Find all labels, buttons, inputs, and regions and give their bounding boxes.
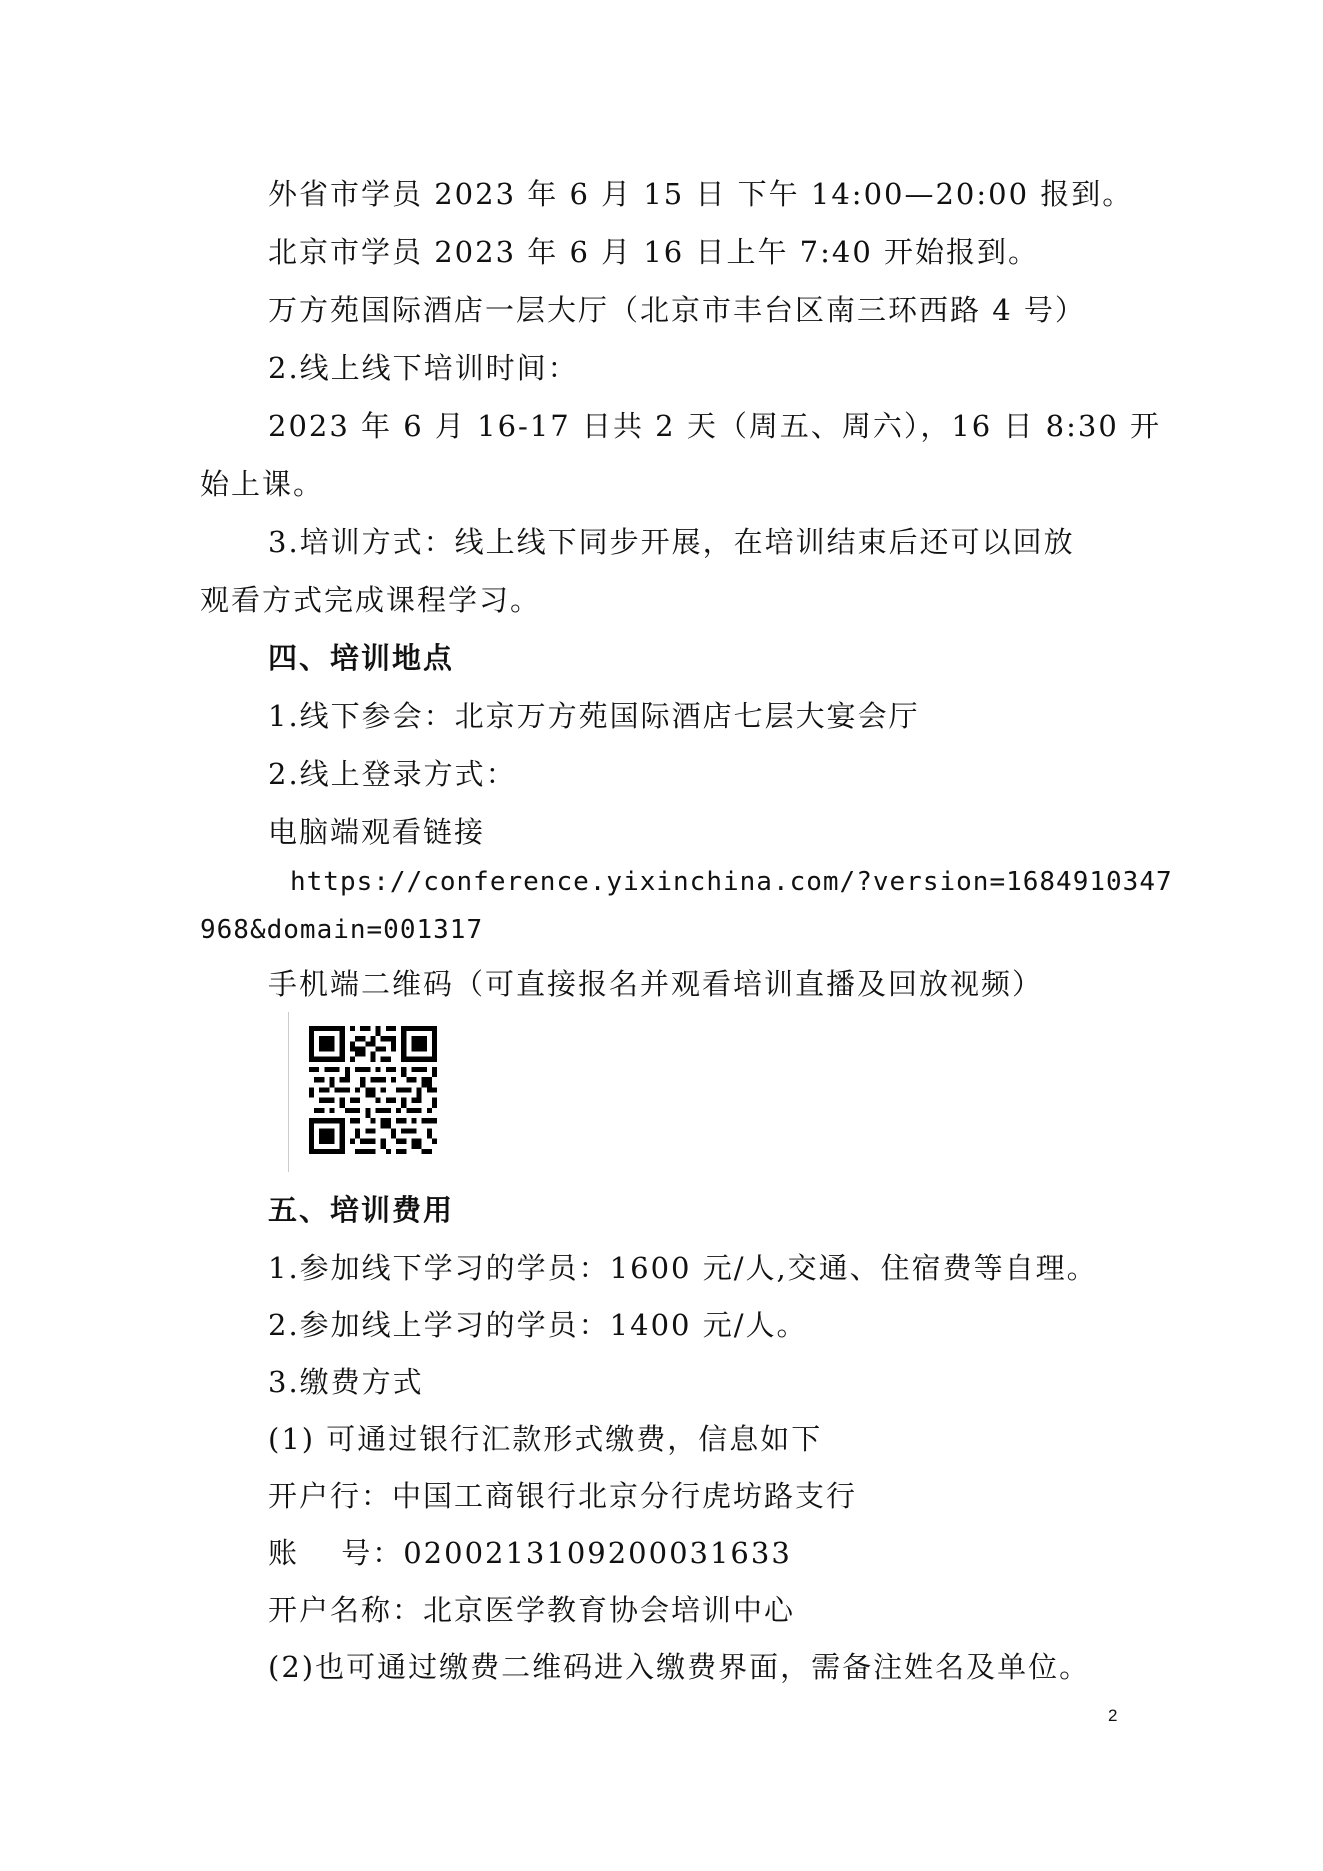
qr-caption: 手机端二维码（可直接报名并观看培训直播及回放视频） [268, 967, 1044, 1001]
text-line: 2023 年 6 月 16-17 日共 2 天（周五、周六），16 日 8:30 开 [268, 409, 1162, 443]
text-line: 电脑端观看链接 [268, 815, 486, 849]
page-number: 2 [1108, 1706, 1118, 1725]
text-line: 1.参加线下学习的学员：1600 元/人,交通、住宿费等自理。 [268, 1251, 1098, 1285]
text-line: 开户行：中国工商银行北京分行虎坊路支行 [268, 1479, 858, 1513]
text-line: 始上课。 [200, 467, 325, 501]
text-line: 观看方式完成课程学习。 [200, 583, 542, 617]
text-line: 万方苑国际酒店一层大厅（北京市丰台区南三环西路 4 号） [268, 293, 1086, 327]
text-line: 3.培训方式：线上线下同步开展，在培训结束后还可以回放 [268, 525, 1075, 559]
text-line: 外省市学员 2023 年 6 月 15 日 下午 14:00—20:00 报到。 [268, 177, 1134, 211]
text-line: 2.线上线下培训时间： [268, 351, 579, 385]
qr-code-icon [309, 1026, 437, 1154]
qr-code-image [288, 1012, 451, 1172]
text-line: 开户名称：北京医学教育协会培训中心 [268, 1593, 796, 1627]
section-heading-location: 四、培训地点 [268, 641, 455, 675]
text-line: 2.参加线上学习的学员：1400 元/人。 [268, 1308, 808, 1342]
text-line: 3.缴费方式 [268, 1365, 424, 1399]
text-line: (1) 可通过银行汇款形式缴费，信息如下 [268, 1422, 823, 1456]
text-line: 1.线下参会：北京万方苑国际酒店七层大宴会厅 [268, 699, 920, 733]
url-link[interactable]: https://conference.yixinchina.com/?version=1684910347 [290, 867, 1173, 897]
text-line: 北京市学员 2023 年 6 月 16 日上午 7:40 开始报到。 [268, 235, 1040, 269]
url-link-continued[interactable]: 968&domain=001317 [200, 915, 484, 945]
text-line: 2.线上登录方式： [268, 757, 517, 791]
text-line: (2)也可通过缴费二维码进入缴费界面，需备注姓名及单位。 [268, 1650, 1091, 1684]
text-line: 账 号：0200213109200031633 [268, 1536, 792, 1570]
section-heading-fees: 五、培训费用 [268, 1193, 455, 1227]
